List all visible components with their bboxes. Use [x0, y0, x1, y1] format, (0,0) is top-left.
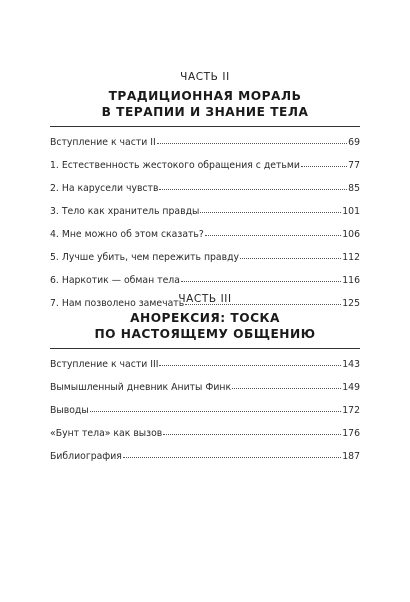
toc-entry-page: 172 — [342, 405, 360, 416]
toc-leader-dots — [240, 258, 341, 259]
toc-entry-title: 6. Наркотик — обман тела — [50, 275, 180, 286]
toc-entry-title: 7. Нам позволено замечать — [50, 298, 185, 309]
part-3-toc-list — [50, 359, 360, 463]
toc-leader-dots — [301, 166, 347, 167]
toc-leader-dots — [181, 281, 341, 282]
toc-entry-title: Вымышленный дневник Аниты Финк — [50, 382, 232, 393]
toc-entry-title: 4. Мне можно об этом сказать? — [50, 229, 204, 240]
toc-entry-title: Вступление к части II — [50, 137, 156, 148]
part-3-title — [50, 310, 360, 342]
part-3-title-line-1: АНОРЕКСИЯ: ТОСКА — [130, 311, 280, 325]
part-2-divider — [50, 126, 360, 127]
toc-entry-page: 85 — [348, 183, 360, 194]
part-2-title — [50, 88, 360, 120]
part-3-section — [50, 293, 360, 463]
toc-entry-title: Библиография — [50, 451, 122, 462]
toc-entry-page: 106 — [342, 229, 360, 240]
toc-entry-page: 125 — [342, 298, 360, 309]
toc-entry-page: 101 — [342, 206, 360, 217]
toc-entry-page: 77 — [348, 160, 360, 171]
toc-entry-title: 5. Лучше убить, чем пережить правду — [50, 252, 240, 263]
toc-entry-title: 3. Тело как хранитель правды — [50, 206, 200, 217]
toc-leader-dots — [200, 212, 341, 213]
toc-entry-title: 2. На карусели чувств — [50, 183, 159, 194]
toc-leader-dots — [163, 434, 341, 435]
toc-entry-title: Вступление к части III — [50, 359, 159, 370]
toc-entry[interactable] — [50, 428, 360, 440]
toc-entry[interactable] — [50, 252, 360, 264]
toc-entry[interactable] — [50, 359, 360, 371]
toc-entry[interactable] — [50, 137, 360, 149]
toc-entry[interactable] — [50, 206, 360, 218]
toc-entry[interactable] — [50, 160, 360, 172]
toc-entry-page: 112 — [342, 252, 360, 263]
toc-entry[interactable] — [50, 405, 360, 417]
toc-leader-dots — [159, 365, 341, 366]
toc-entry[interactable] — [50, 275, 360, 287]
toc-entry-page: 69 — [348, 137, 360, 148]
toc-entry[interactable] — [50, 451, 360, 463]
toc-entry[interactable] — [50, 229, 360, 241]
toc-entry-title: Выводы — [50, 405, 89, 416]
part-3-title-line-2: ПО НАСТОЯЩЕМУ ОБЩЕНИЮ — [94, 327, 316, 341]
part-2-title-line-1: ТРАДИЦИОННАЯ МОРАЛЬ — [108, 89, 302, 103]
toc-entry-page: 176 — [342, 428, 360, 439]
toc-entry-page: 116 — [342, 275, 360, 286]
toc-leader-dots — [205, 235, 341, 236]
part-3-label: ЧАСТЬ III — [178, 293, 232, 305]
toc-entry-page: 143 — [342, 359, 360, 370]
toc-leader-dots — [123, 457, 341, 458]
toc-entry[interactable] — [50, 382, 360, 394]
toc-entry-title: «Бунт тела» как вызов — [50, 428, 163, 439]
toc-entry-title: 1. Естественность жестокого обращения с детьми — [50, 160, 300, 171]
toc-leader-dots — [90, 411, 342, 412]
toc-leader-dots — [157, 143, 347, 144]
toc-leader-dots — [232, 388, 341, 389]
part-2-section — [50, 71, 360, 310]
part-2-title-line-2: В ТЕРАПИИ И ЗНАНИЕ ТЕЛА — [101, 105, 309, 119]
toc-entry-page: 149 — [342, 382, 360, 393]
toc-entry[interactable] — [50, 183, 360, 195]
toc-leader-dots — [159, 189, 347, 190]
part-2-toc-list — [50, 137, 360, 310]
part-2-label: ЧАСТЬ II — [180, 71, 230, 83]
part-3-divider — [50, 348, 360, 349]
toc-entry-page: 187 — [342, 451, 360, 462]
